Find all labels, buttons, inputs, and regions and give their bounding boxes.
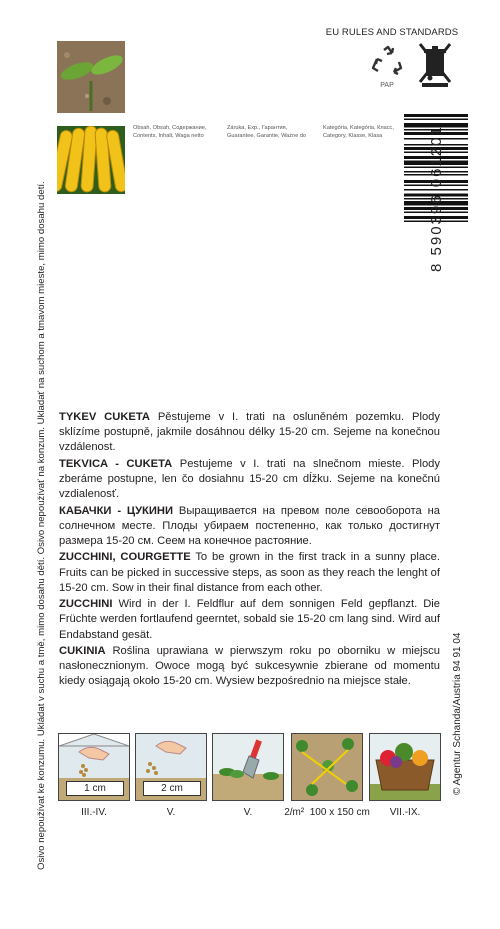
- step-planting: [212, 733, 284, 818]
- depth-label: 1 cm: [66, 781, 124, 796]
- zucchini-photo: [57, 126, 125, 194]
- barcode-number: 8 590396 061201: [428, 125, 445, 272]
- recycle-icon: [370, 44, 404, 78]
- barcode-bar: [404, 114, 468, 117]
- desc-ru: КАБАЧКИ - ЦУКИНИ Выращивается на превом поле севооборота на солнечном месте. Плоды убираем постепенно, как только достигнут размера 15-20 см. Сеем на конечное растояние.: [59, 504, 440, 547]
- meta-contents: Obsah, Obsah, Содержание, Contents, Inhalt, Waga netto: [133, 125, 207, 139]
- spacing-diagram-icon: [291, 733, 363, 801]
- eu-rules-title: EU RULES AND STANDARDS: [325, 27, 459, 38]
- step-harvest: [369, 733, 441, 818]
- sowing-hand-icon: [58, 733, 130, 801]
- desc-cz: TYKEV CUKETA Pěstujeme v I. trati na osluněném pozemku. Plody sklízíme postupně, jakmile dosáhnou délky 15-20 cm. Sejeme na konečnou vzdálenost.: [59, 411, 440, 454]
- meta-category: Kategória, Kategória, Класс, Category, Klasse, Klasa: [323, 125, 394, 139]
- step-spacing-label: 2/m² 100 x 150 cm: [284, 807, 370, 818]
- step-month: V.: [243, 807, 253, 818]
- step-month: III.-IV.: [81, 807, 107, 818]
- storage-note: Osivo nepoužívat ke konzumu. Ukládat v suchu a tmě, mimo dosahu dětí. Osivo nepoužívať na konzum. Ukladať na suchom a tmavom mieste, mimo dosahu detí.: [36, 181, 47, 870]
- step-sowing-depth-1: [58, 733, 130, 818]
- desc-en: ZUCCHINI, COURGETTE To be grown in the first track in a sunny place. Fruits can be picked in successive steps, as soon as they reach the lenght of 15-20 cm. Sow in their final distance from each other.: [59, 551, 440, 594]
- step-month: V.: [166, 807, 176, 818]
- desc-de: ZUCCHINI Wird in der I. Feldflur auf dem sonnigen Feld gepflanzt. Die Früchte werden fortlaufend geerntet, sobald sie 15-20 cm lang sind. Wird auf Endabstand gesät.: [59, 598, 440, 641]
- sowing-steps: [58, 733, 433, 823]
- trowel-seedlings-icon: [212, 733, 284, 801]
- agentur-credit: © Agentur Schanda/Austria 94 91 04: [452, 632, 463, 795]
- seedling-photo: [57, 41, 125, 113]
- meta-guarantee: Záruka, Exp., Гарантия, Guarantee, Garantie, Ważne do: [227, 125, 307, 139]
- step-spacing: [284, 733, 370, 818]
- harvest-basket-icon: [369, 733, 441, 801]
- step-sowing-depth-2: [135, 733, 207, 818]
- barcode-bar: [404, 119, 468, 121]
- waste-bin-crossed-icon: [416, 40, 454, 88]
- desc-pl: CUKINIA Roślina uprawiana w pierwszym roku po oborniku w miejscu nasłonecznionym. Owoce mogą być sukcesywnie zbierane od momentu kiedy osiągają około 15-20 cm. Wysiew bezpośrednio na miejsce stałe.: [59, 644, 440, 688]
- depth-label: 2 cm: [143, 781, 201, 796]
- description: [59, 410, 440, 691]
- pap-label: PAP: [380, 82, 394, 89]
- step-month: VII.-IX.: [389, 807, 421, 818]
- desc-sk: TEKVICA - CUKETA Pestujeme v I. trati na slnečnom mieste. Plody zberáme postupne, len čo dosiahnu 15-20 cm dĺžku. Sejeme na konečnú vzdialenosť.: [59, 457, 440, 501]
- sowing-hand-icon: [135, 733, 207, 801]
